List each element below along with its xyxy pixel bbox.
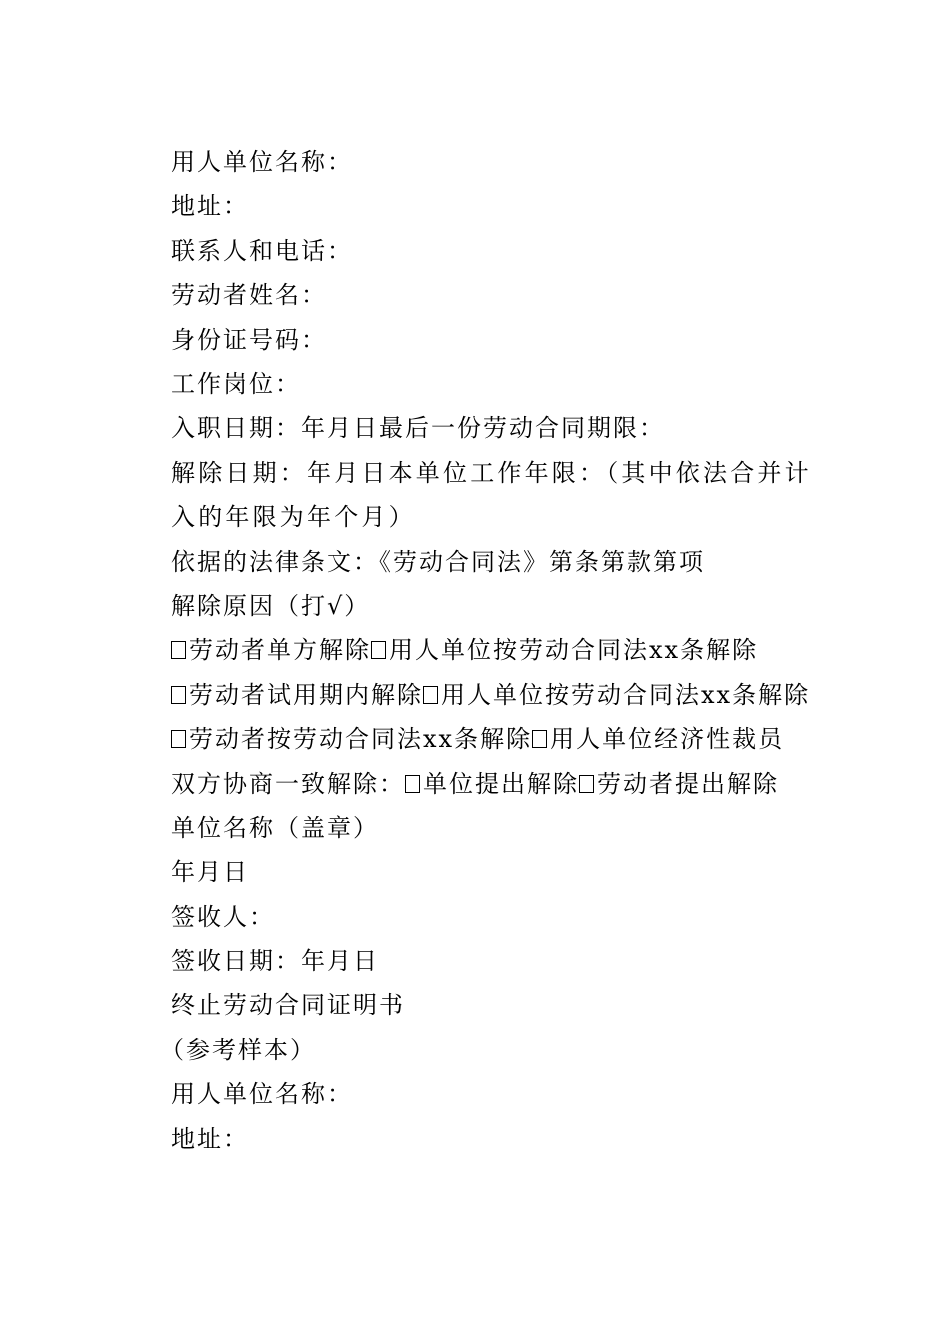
- termination-reason-heading: 解除原因（打√）: [171, 591, 371, 620]
- legal-basis-line: 依据的法律条文：《劳动合同法》第条第款第项: [171, 547, 705, 576]
- mutual-agreement-row: [120, 762, 820, 806]
- checkbox-label: 用人单位按劳动合同法xx条解除: [389, 636, 759, 665]
- company-seal-line: 单位名称（盖章）: [171, 813, 379, 842]
- employer-name-line-2: 用人单位名称：: [171, 1080, 353, 1109]
- checkbox-employer-per-law[interactable]: [423, 686, 438, 704]
- checkbox-employer-per-law[interactable]: [371, 641, 386, 659]
- contact-phone-line: 联系人和电话：: [171, 236, 353, 265]
- signee-line: 签收人：: [171, 902, 275, 931]
- checkbox-label: 劳动者试用期内解除: [189, 680, 423, 709]
- checkbox-employee-probation[interactable]: [171, 686, 186, 704]
- mutual-agreement-label: 双方协商一致解除：: [171, 769, 405, 798]
- checkbox-label: 劳动者提出解除: [597, 769, 779, 798]
- address-line: 地址：: [171, 192, 249, 221]
- employee-name-line: 劳动者姓名：: [171, 281, 327, 310]
- section-title: 终止劳动合同证明书: [171, 991, 405, 1020]
- section-subtitle: （参考样本）: [160, 1035, 316, 1064]
- termination-date-line: 解除日期：年月日本单位工作年限：（其中依法合并计入的年限为年个月）: [171, 458, 812, 532]
- checkbox-economic-layoff[interactable]: [532, 730, 547, 748]
- reason-row-3: [120, 717, 820, 761]
- checkbox-label: 劳动者单方解除: [189, 636, 371, 665]
- document-body: [120, 140, 820, 1161]
- reason-row-1: [120, 628, 820, 672]
- checkbox-label: 单位提出解除: [423, 769, 579, 798]
- employer-name-line: 用人单位名称：: [171, 148, 353, 176]
- checkbox-label: 劳动者按劳动合同法xx条解除: [189, 725, 533, 754]
- sign-date-line: 签收日期：年月日: [171, 947, 379, 976]
- id-number-line: 身份证号码：: [171, 325, 327, 354]
- address-line-2: 地址：: [171, 1124, 249, 1153]
- checkbox-employer-proposed[interactable]: [405, 775, 420, 793]
- reason-row-2: [120, 673, 820, 717]
- checkbox-employee-per-law[interactable]: [171, 730, 186, 748]
- checkbox-employee-proposed[interactable]: [579, 775, 594, 793]
- date-line: 年月日: [171, 858, 249, 887]
- checkbox-employee-unilateral[interactable]: [171, 641, 186, 659]
- job-position-line: 工作岗位：: [171, 369, 301, 398]
- hire-date-line: 入职日期：年月日最后一份劳动合同期限：: [171, 414, 665, 443]
- checkbox-label: 用人单位按劳动合同法xx条解除: [441, 680, 811, 709]
- checkbox-label: 用人单位经济性裁员: [550, 725, 785, 754]
